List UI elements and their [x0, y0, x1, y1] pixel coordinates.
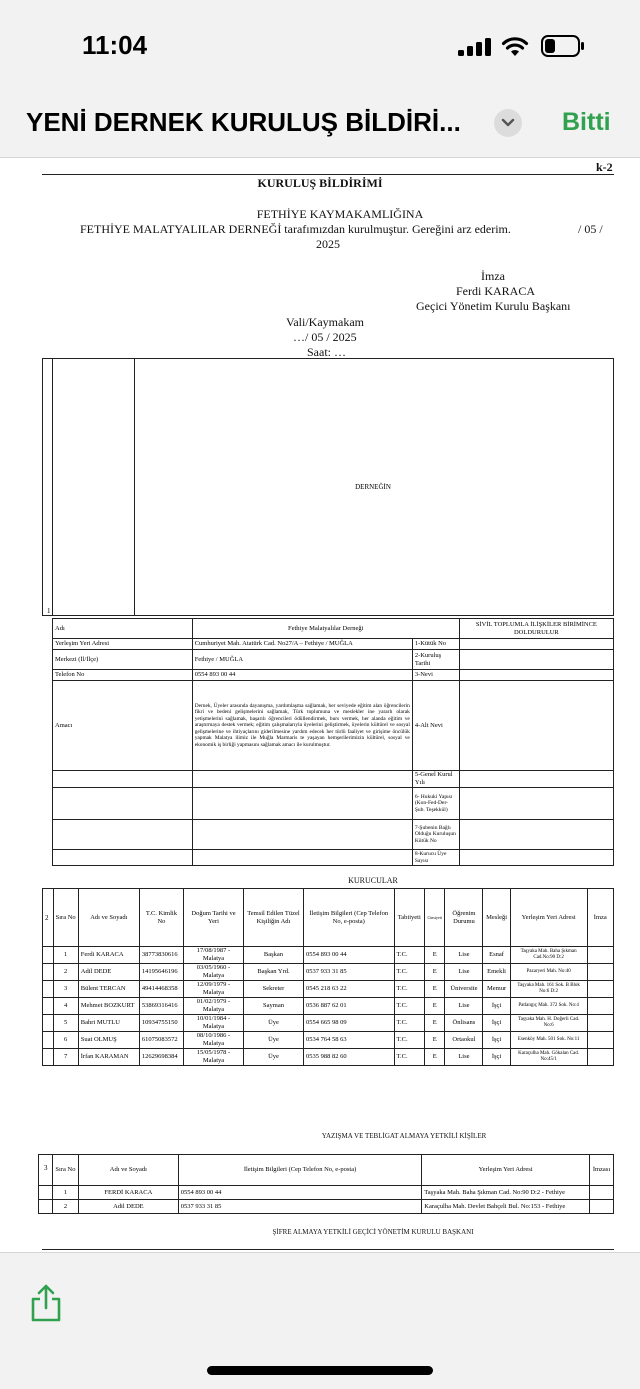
founder-cell: 03/05/1960 - Malatya: [184, 964, 244, 981]
founder-cell: T.C.: [394, 964, 425, 981]
form-heading: KURULUŞ BİLDİRİMİ: [257, 176, 383, 190]
founder-cell: Adil DEDE: [78, 964, 139, 981]
notice-section-number: 3: [44, 1164, 48, 1172]
assoc-purpose-label: Amacı: [53, 681, 193, 771]
founder-cell: 53869316416: [139, 998, 183, 1015]
founders-section-number: 2: [45, 914, 49, 922]
founder-cell: 0537 933 31 85: [303, 964, 394, 981]
founder-cell: 10934755150: [139, 1015, 183, 1032]
sign-label: İmza: [481, 269, 505, 283]
founder-cell: T.C.: [394, 947, 425, 964]
founder-cell: Memur: [483, 981, 510, 998]
founder-cell: Ortaokul: [445, 1032, 483, 1049]
ngo-field-4: 4-Alt Nevi: [412, 681, 459, 771]
founder-cell: İşçi: [483, 1032, 510, 1049]
notice-row: [39, 1200, 614, 1214]
founder-cell: 0534 764 58 63: [303, 1032, 394, 1049]
assoc-purpose-text: Dernek, Üyeler arasında dayanışma, yardımlaşma sağlamak, her seviyede eğitim alan öğrencilerin fikri ve bedeni gelişmelerini sağlamak, Türk toplumuna ve meslekler ine yararlı olarak yetişmelerini sağlamak, başarılı öğrencileri ödüllendirmek, burs vermek, her alanda eğitim ve araştırmaya destek vermek; eğitim çalışmalarıyla üyelerini geliştirmek, üyelerin kültürel ve sosyal gelişmelerine ve ihtiyaçlarını giderilmesine yardım edecek her türlü faaliyet ve girişime öncülük yapmak Malatya ilimiz ile Muğla Marmaris te yaşayan hemşerilerimizin kültürel, sosyal ve ekonomik iş birliği yapmasını sağlamak amacı ile kurulmuştur.: [192, 681, 412, 771]
notice-title: YAZIŞMA VE TEBLİGAT ALMAYA YETKİLİ KİŞİLER: [321, 1132, 487, 1140]
founder-cell: T.C.: [394, 1015, 425, 1032]
section-1-number: 1: [47, 607, 51, 615]
notice-cell: [589, 1186, 613, 1200]
chevron-down-icon: [494, 109, 522, 137]
founder-cell: 49414468358: [139, 981, 183, 998]
notice-rows: [39, 1186, 614, 1214]
ngo-field-6: 6- Hukuki Yapısı (Kon-Fed-Der-Şub. Teşekkül): [412, 788, 459, 820]
founder-cell: Bülent TERCAN: [78, 981, 139, 998]
founders-title: KURUCULAR: [348, 876, 398, 885]
founder-cell: Pazaryeri Mah. No:40: [510, 964, 587, 981]
ngo-field-8: 8-Kurucu Üye Sayısı: [412, 850, 459, 866]
founder-cell: 12629698384: [139, 1049, 183, 1066]
signer-name: Ferdi KARACA: [456, 284, 536, 298]
founders-col-gender: Cinsiyeti: [425, 889, 445, 947]
founder-cell: Üniversite: [445, 981, 483, 998]
done-button[interactable]: Bitti: [562, 108, 611, 136]
founder-cell: Lise: [445, 964, 483, 981]
founder-cell: 0545 218 63 22: [303, 981, 394, 998]
association-table: [52, 618, 614, 866]
founder-cell: 12/09/1979 - Malatya: [184, 981, 244, 998]
founder-cell: Üye: [244, 1049, 304, 1066]
title-menu-button[interactable]: [494, 109, 522, 137]
founder-cell: Önlisans: [445, 1015, 483, 1032]
ngo-field-2-value: [459, 650, 613, 670]
founder-cell: Sayman: [244, 998, 304, 1015]
assoc-name-label: Adı: [53, 619, 193, 639]
founders-col-nationality: Tabiiyeti: [394, 889, 425, 947]
founders-table: [42, 888, 614, 1066]
founder-cell: 4: [53, 998, 78, 1015]
top-rule: [42, 174, 614, 175]
notice-col-no: Sıra No: [52, 1155, 78, 1186]
founder-row: [43, 981, 614, 998]
founder-cell: 0554 893 00 44: [303, 947, 394, 964]
founder-cell: Mehmet BOZKURT: [78, 998, 139, 1015]
assoc-phone-value: 0554 893 00 44: [192, 670, 412, 681]
founder-cell: 5: [53, 1015, 78, 1032]
logo-area-label: DERNEĞİN: [355, 483, 391, 491]
founder-cell: 6: [53, 1032, 78, 1049]
founder-cell: Üye: [244, 1015, 304, 1032]
founder-cell: E: [425, 998, 445, 1015]
battery-icon: [541, 35, 585, 57]
status-bar: [0, 0, 640, 95]
notice-row: [39, 1186, 614, 1200]
notice-col-address: Yerleşim Yeri Adresi: [422, 1155, 590, 1186]
assoc-name-value: Fethiye Malatyalılar Derneği: [192, 619, 459, 639]
notice-cell: Taşyaka Mah. Baha Şıkman Cad. No:90 D:2 - Fethiye: [422, 1186, 590, 1200]
founder-cell: İşçi: [483, 998, 510, 1015]
founder-cell: [587, 1015, 613, 1032]
assoc-address-value: Cumhuriyet Mah. Atatürk Cad. No27/A – Fethiye / MUĞLA: [192, 639, 412, 650]
wifi-icon: [501, 36, 529, 58]
next-table-top: [42, 1249, 614, 1250]
document-nav-bar: [0, 95, 640, 158]
founder-cell: Suat OLMUŞ: [78, 1032, 139, 1049]
founder-cell: Taşyaka Mah. Baha Şıkman Cad.No:90 D:2: [510, 947, 587, 964]
founder-cell: E: [425, 981, 445, 998]
page-code: k-2: [596, 160, 613, 174]
founder-cell: Esenköy Mah. 501 Sok. No:11: [510, 1032, 587, 1049]
founder-cell: 61075083572: [139, 1032, 183, 1049]
founder-cell: E: [425, 1049, 445, 1066]
notice-cell: FERDİ KARACA: [78, 1186, 178, 1200]
founder-cell: Lise: [445, 1049, 483, 1066]
founders-col-contact: İletişim Bilgileri (Cep Telefon No, e-posta): [303, 889, 394, 947]
founder-cell: Emekli: [483, 964, 510, 981]
founder-cell: 10/01/1984 - Malatya: [184, 1015, 244, 1032]
founder-cell: 38773830616: [139, 947, 183, 964]
founders-col-no: Sıra No: [53, 889, 78, 947]
founder-cell: 17/08/1987 - Malatya: [184, 947, 244, 964]
assoc-city-label: Merkezi (İl/İlçe): [53, 650, 193, 670]
ngo-field-1: 1-Kütük No: [412, 639, 459, 650]
founders-col-job: Mesleği: [483, 889, 510, 947]
founder-cell: 3: [53, 981, 78, 998]
ngo-field-3: 3-Nevi: [412, 670, 459, 681]
founders-col-education: Öğrenim Durumu: [445, 889, 483, 947]
founders-col-address: Yerleşim Yeri Adresi: [510, 889, 587, 947]
founder-cell: T.C.: [394, 998, 425, 1015]
founder-cell: Taşyaka Mah. 161 Sok. B Blok No:6 D:2: [510, 981, 587, 998]
founder-cell: E: [425, 1032, 445, 1049]
founder-cell: İrfan KARAMAN: [78, 1049, 139, 1066]
founder-row: [43, 1015, 614, 1032]
founder-cell: 14195646196: [139, 964, 183, 981]
founder-cell: [587, 947, 613, 964]
founder-cell: 01/02/1979 - Malatya: [184, 998, 244, 1015]
founder-cell: [587, 1049, 613, 1066]
notice-col-signature: İmzası: [589, 1155, 613, 1186]
founder-cell: Lise: [445, 947, 483, 964]
founders-col-birth: Doğum Tarihi ve Yeri: [184, 889, 244, 947]
body-line: FETHİYE MALATYALILAR DERNEĞİ tarafımızdan kurulmuştur. Gereğini arz ederim.: [80, 222, 511, 236]
ngo-field-7: 7-Şubenin Bağlı Olduğu Kuruluşun Kütük No: [412, 820, 459, 850]
founder-cell: [587, 981, 613, 998]
assoc-phone-label: Telefon No: [53, 670, 193, 681]
founder-cell: Bahri MUTLU: [78, 1015, 139, 1032]
approval-date: …/ 05 / 2025: [293, 330, 357, 344]
founder-cell: 0554 665 98 09: [303, 1015, 394, 1032]
founder-cell: 7: [53, 1049, 78, 1066]
founder-cell: Lise: [445, 998, 483, 1015]
founders-rows: [43, 947, 614, 1066]
notice-col-name: Adı ve Soyadı: [78, 1155, 178, 1186]
founder-row: [43, 1032, 614, 1049]
document-title: YENİ DERNEK KURULUŞ BİLDİRİ...: [26, 107, 461, 137]
section-1-box: [42, 358, 614, 616]
notice-cell: [589, 1200, 613, 1214]
ngo-field-1-value: [459, 639, 613, 650]
founder-cell: İşçi: [483, 1015, 510, 1032]
notice-cell: 2: [52, 1200, 78, 1214]
date-right: / 05 /: [578, 222, 603, 236]
founder-cell: [587, 964, 613, 981]
founder-cell: E: [425, 947, 445, 964]
ngo-field-5: 5-Genel Kurul Yılı: [412, 771, 459, 788]
founder-cell: E: [425, 964, 445, 981]
founder-cell: T.C.: [394, 1049, 425, 1066]
founder-row: [43, 998, 614, 1015]
founder-cell: 15/05/1978 - Malatya: [184, 1049, 244, 1066]
founders-col-signature: İmza: [587, 889, 613, 947]
founder-cell: Karaçulha Mah. Gökalan Cad. No:45/1: [510, 1049, 587, 1066]
share-icon: [29, 1283, 63, 1323]
notice-col-contact: İletişim Bilgileri (Cep Telefon No, e-posta): [178, 1155, 422, 1186]
founder-cell: E: [425, 1015, 445, 1032]
founder-cell: T.C.: [394, 1032, 425, 1049]
founder-cell: [587, 1032, 613, 1049]
approval-time: Saat: …: [307, 345, 346, 359]
founder-cell: Başkan Yrd.: [244, 964, 304, 981]
founder-row: [43, 947, 614, 964]
notice-table: [38, 1154, 614, 1214]
founder-cell: Sekreter: [244, 981, 304, 998]
logo-area-left: [52, 359, 135, 615]
founders-col-tc: T.C. Kimlik No: [139, 889, 183, 947]
founder-cell: 08/10/1986 - Malatya: [184, 1032, 244, 1049]
ngo-field-3-value: [459, 670, 613, 681]
year: 2025: [316, 237, 340, 251]
assoc-address-label: Yerleşim Yeri Adresi: [53, 639, 193, 650]
addressee: FETHİYE KAYMAKAMLIĞINA: [256, 207, 424, 221]
document-page[interactable]: [0, 158, 640, 1252]
founder-row: [43, 964, 614, 981]
ngo-field-2: 2-Kuruluş Tarihi: [412, 650, 459, 670]
founder-cell: 0535 988 82 60: [303, 1049, 394, 1066]
share-button[interactable]: [29, 1283, 63, 1323]
bottom-toolbar: [0, 1252, 640, 1389]
founders-col-name: Adı ve Soyadı: [78, 889, 139, 947]
founder-cell: T.C.: [394, 981, 425, 998]
founder-row: [43, 1049, 614, 1066]
notice-cell: Adil DEDE: [78, 1200, 178, 1214]
ngo-field-4-value: [459, 681, 613, 771]
founder-cell: Taşyaka Mah. H. Doğerli Cad. No:6: [510, 1015, 587, 1032]
founder-cell: 0536 887 62 01: [303, 998, 394, 1015]
ngo-header: SİVİL TOPLUMLA İLİŞKİLER BİRİMİNCE DOLDURULUR: [459, 619, 613, 639]
founder-cell: Patlangıç Mah. 372 Sok. No:4: [510, 998, 587, 1015]
founder-cell: [587, 998, 613, 1015]
founder-cell: Başkan: [244, 947, 304, 964]
next-section-title: ŞİFRE ALMAYA YETKİLİ GEÇİCİ YÖNETİM KURULU BAŞKANI: [272, 1228, 474, 1236]
notice-cell: 1: [52, 1186, 78, 1200]
assoc-city-value: Fethiye / MUĞLA: [192, 650, 412, 670]
founders-col-entity: Temsil Edilen Tüzel Kişiliğin Adı: [244, 889, 304, 947]
status-time: 11:04: [82, 30, 148, 60]
notice-cell: 0537 933 31 85: [178, 1200, 422, 1214]
founder-cell: Üye: [244, 1032, 304, 1049]
founder-cell: 1: [53, 947, 78, 964]
founder-cell: 2: [53, 964, 78, 981]
signer-title: Geçici Yönetim Kurulu Başkanı: [416, 299, 571, 313]
cellular-signal-icon: [458, 38, 492, 56]
home-indicator: [207, 1366, 433, 1375]
founder-cell: İşçi: [483, 1049, 510, 1066]
notice-cell: 0554 893 00 44: [178, 1186, 422, 1200]
notice-cell: Karaçulha Mah. Devlet Bahçeli Bul. No:153 - Fethiye: [422, 1200, 590, 1214]
founder-cell: Ferdi KARACA: [78, 947, 139, 964]
founder-cell: Esnaf: [483, 947, 510, 964]
approval-title: Vali/Kaymakam: [286, 315, 364, 329]
